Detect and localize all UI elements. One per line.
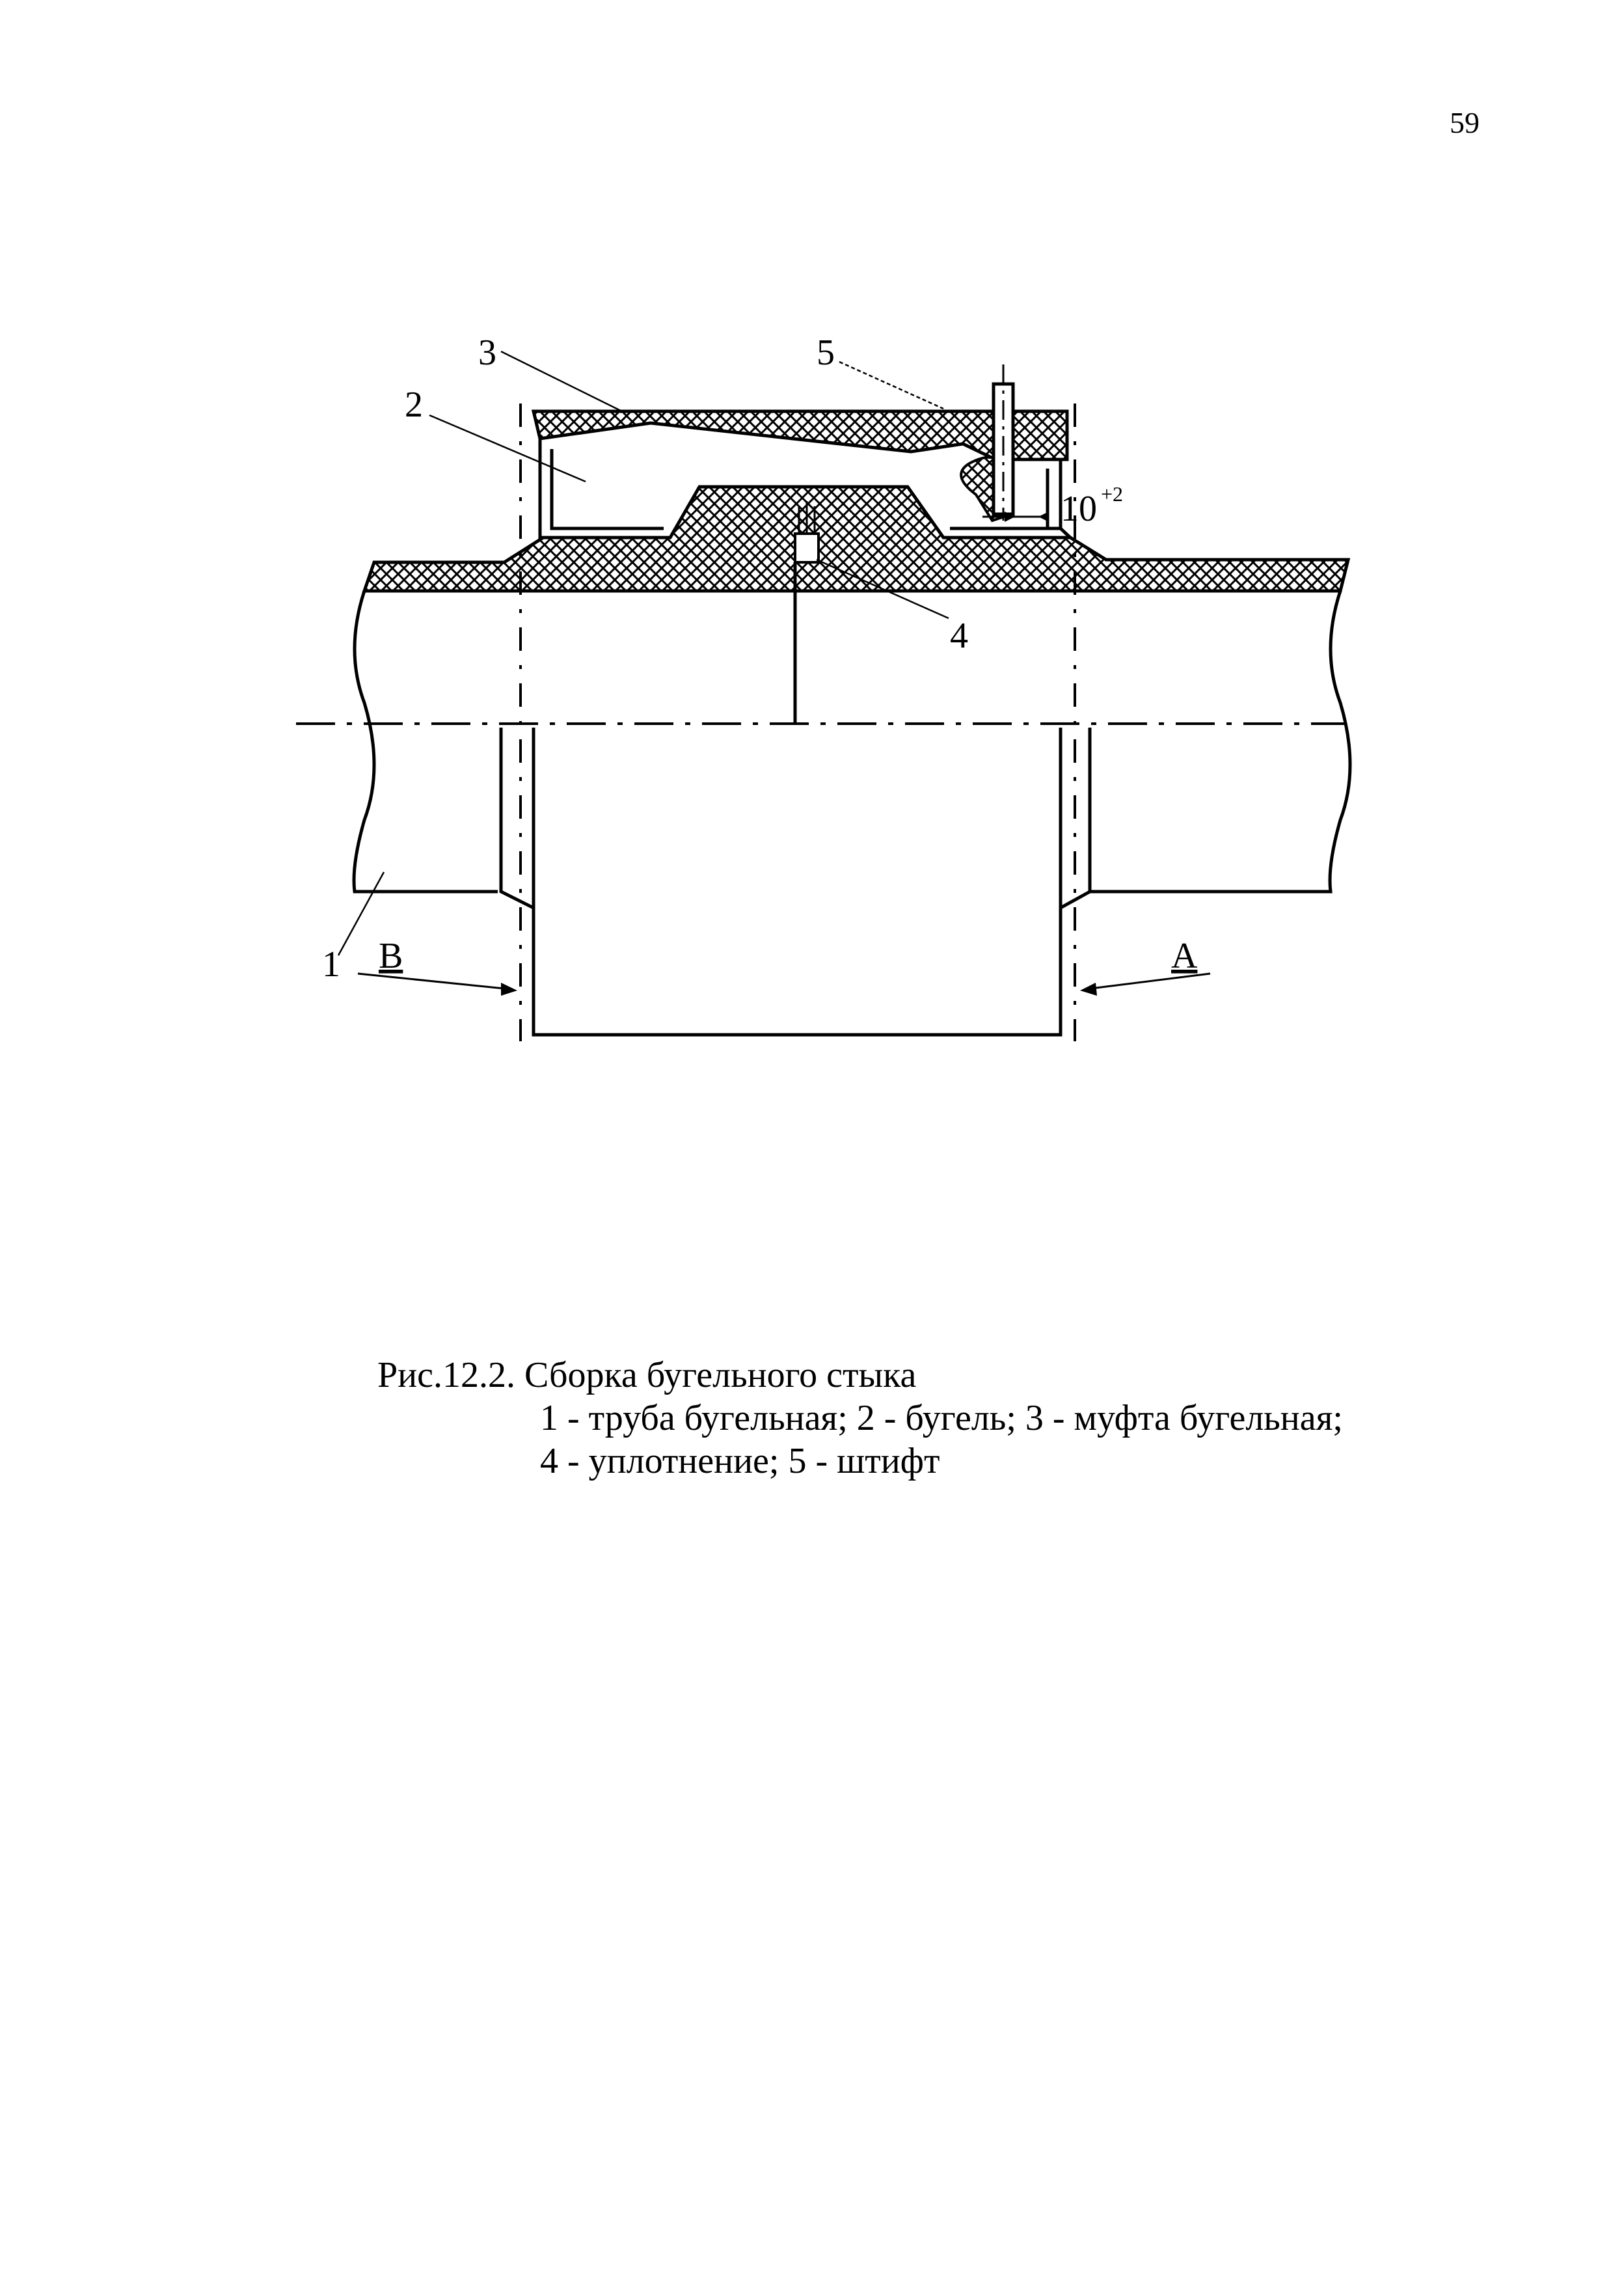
arrow-a-head (1080, 983, 1097, 996)
dimension-value: 10 (1061, 489, 1097, 529)
caption-legend-line-1: 1 - труба бугельная; 2 - бугель; 3 - муфта бугельная; (540, 1398, 1343, 1438)
callout-1: 1 (322, 944, 340, 985)
section-mark-b: B (379, 936, 403, 976)
pipe-wall-hatched (364, 487, 1348, 591)
coupling-hatched (534, 411, 1067, 459)
page-number: 59 (1450, 106, 1480, 139)
figure-caption (377, 1354, 1343, 1483)
section-mark-a: A (1171, 936, 1198, 976)
arrow-b-head (501, 983, 517, 996)
pipe-body-outline (354, 591, 498, 892)
leader-3 (501, 351, 625, 413)
callout-3: 3 (478, 333, 496, 373)
caption-legend-line-2: 4 - уплотнение; 5 - штифт (540, 1441, 940, 1481)
bugel-outline (540, 439, 670, 538)
caption-title: Рис.12.2. Сборка бугельного стыка (377, 1355, 917, 1395)
inner-tube (501, 728, 1090, 1035)
callout-5: 5 (817, 333, 835, 373)
callout-2: 2 (405, 385, 423, 425)
leader-1 (338, 872, 384, 955)
dimension-tolerance: +2 (1101, 482, 1124, 506)
callout-4: 4 (950, 616, 968, 656)
leader-5 (839, 362, 943, 409)
seal (795, 534, 819, 562)
pipe-body-outline-right (1090, 591, 1350, 892)
